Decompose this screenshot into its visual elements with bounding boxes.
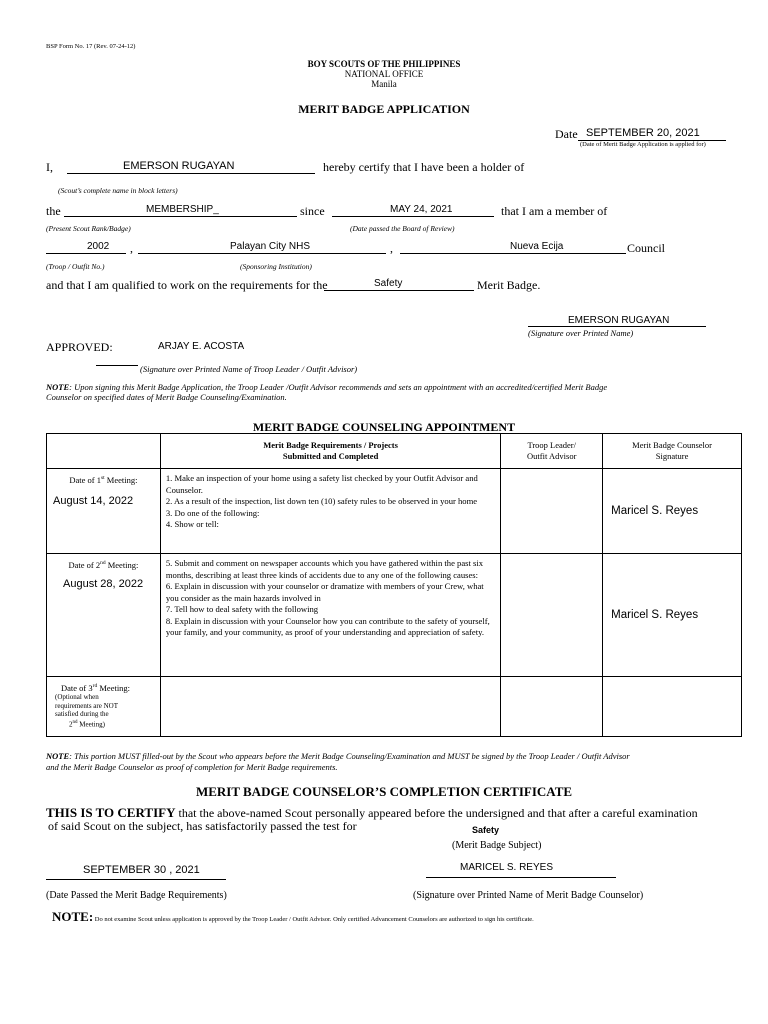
note-2-line-2: and the Merit Badge Counselor as proof of completion for Merit Badge requirements. (46, 762, 338, 772)
meeting-3-ordinal: rd (92, 683, 98, 689)
approved-label: APPROVED: (46, 340, 113, 354)
approver-name: ARJAY E. ACOSTA (158, 341, 245, 352)
date-note: (Date of Merit Badge Application is applied for) (580, 141, 706, 148)
sponsoring-institution: Palayan City NHS (138, 241, 386, 254)
certify-lead: THIS IS TO CERTIFY (46, 805, 176, 820)
meeting-2-ordinal: nd (100, 560, 106, 567)
office-city: Manila (371, 79, 397, 89)
certificate-text-2: of said Scout on the subject, has satisfactorily passed the test for (48, 819, 357, 833)
requirement-2: 2. As a result of the inspection, list down ten (10) safety rules to be observed in your home (165, 496, 478, 506)
meeting-2-counselor-signature: Maricel S. Reyes (603, 554, 742, 677)
form-number: BSP Form No. 17 (Rev. 07-24-12) (46, 43, 136, 50)
meeting-3-cell (47, 677, 161, 737)
note-2-text: : This portion MUST filled-out by the Scout who appears before the Merit Badge Counseling/Examination and MUST be signed by the Troop Leader / Outfit Advisor (69, 751, 630, 761)
requirement-7: 7. Tell how to deal safety with the following (165, 604, 319, 614)
note-3-label: NOTE: (52, 909, 94, 924)
meeting-1-counselor-signature: Maricel S. Reyes (603, 469, 742, 554)
council-name: Nueva Ecija (400, 241, 626, 254)
application-date: SEPTEMBER 20, 2021 (578, 127, 726, 141)
header-leader-line-2: Outfit Advisor (527, 451, 577, 461)
meeting-3-optional-4: 2 (69, 720, 73, 729)
badge-name: Safety (324, 278, 474, 291)
header-counselor-line-1: Merit Badge Counselor (632, 440, 712, 450)
meeting-1-date: August 14, 2022 (53, 495, 134, 507)
appointment-title: MERIT BADGE COUNSELING APPOINTMENT (252, 420, 516, 434)
comma-2: , (390, 241, 393, 255)
approver-note: (Signature over Printed Name of Troop Leader / Outfit Advisor) (140, 364, 358, 374)
meeting-3-optional-1: (Optional when (55, 693, 99, 702)
note-1-line-2: Counselor on specified dates of Merit Badge Counseling/Examination. (46, 392, 287, 402)
board-date-note: (Date passed the Board of Review) (350, 224, 455, 233)
rank-note: (Present Scout Rank/Badge) (46, 224, 131, 233)
table-row (47, 469, 742, 554)
note-1 (46, 382, 607, 392)
requirement-6: 6. Explain in discussion with your counselor or dramatize with members of your Crew, what you consider as the main hazards involved in (165, 581, 484, 603)
meeting-1-ordinal: st (101, 475, 105, 482)
meeting-1-cell (47, 469, 161, 554)
meeting-2-requirements (160, 554, 500, 677)
requirement-1: 1. Make an inspection of your home using a safety list checked by your Outfit Advisor and Counselor. (165, 473, 478, 495)
header-counselor (603, 434, 742, 469)
appointment-table (46, 433, 742, 737)
header-counselor-line-2: Signature (655, 451, 689, 461)
qualified-text: and that I am qualified to work on the requirements for the (46, 278, 328, 292)
meeting-3-requirements (160, 677, 500, 737)
board-review-date: MAY 24, 2021 (332, 204, 494, 217)
note-3-text: Do not examine Scout unless application is approved by the Troop Leader / Outfit Advisor. Only certified Advancement Counselors are authorized to sign his certificate. (93, 916, 534, 923)
meeting-3-optional-ordinal: nd (72, 719, 78, 725)
badge-suffix: Merit Badge. (477, 278, 541, 292)
council-label: Council (627, 241, 665, 255)
meeting-3-label: Date of 3 (61, 682, 93, 693)
meeting-3-leader-signature (501, 677, 603, 737)
institution-note: (Sponsoring Institution) (240, 262, 312, 271)
date-label: Date (555, 127, 578, 141)
header-requirements (160, 434, 500, 469)
note-1-text: : Upon signing this Merit Badge Application, the Troop Leader /Outfit Advisor recommends and sets an appointment with an accredited/certified Merit Badge (69, 382, 608, 392)
meeting-2-cell (47, 554, 161, 677)
scout-name-note: (Scout’s complete name in block letters) (58, 186, 178, 195)
counselor-name: MARICEL S. REYES (426, 862, 616, 878)
office-name: NATIONAL OFFICE (344, 69, 424, 79)
meeting-2-leader-signature (501, 554, 603, 677)
requirement-3: 3. Do one of the following: (165, 507, 260, 518)
date-passed: SEPTEMBER 30 , 2021 (46, 864, 226, 880)
header-empty-cell (47, 434, 161, 469)
requirement-5: 5. Submit and comment on newspaper accounts which you have gathered within the past six months, describing at least three kinds of accidents due to any one of the following causes: (165, 558, 484, 580)
troop-number: 2002 (46, 241, 126, 254)
header-requirements-line-2: Submitted and Completed (282, 451, 379, 461)
table-row (47, 677, 742, 737)
comma-1: , (130, 241, 133, 255)
scout-signature: EMERSON RUGAYAN (528, 315, 706, 327)
note-1-label: NOTE (46, 382, 70, 392)
certify-text: hereby certify that I have been a holder of (323, 160, 525, 174)
meeting-1-label-post: Meeting: (104, 475, 138, 485)
meeting-3-optional-4-post: Meeting) (77, 720, 105, 729)
note-2-label: NOTE (46, 751, 70, 761)
scout-rank: MEMBERSHIP_ (64, 204, 297, 217)
requirement-8: 8. Explain in discussion with your Counselor how you can contribute to the safety of yourself, your family, and your community, as proof of your understanding and appreciation of safety. (165, 615, 490, 637)
counselor-note: (Signature over Printed Name of Merit Badge Counselor) (413, 890, 644, 901)
note-3 (52, 908, 534, 926)
meeting-1-requirements (160, 469, 500, 554)
note-2 (46, 751, 630, 761)
meeting-3-counselor-signature (603, 677, 742, 737)
meeting-2-date: August 28, 2022 (63, 578, 144, 590)
the-label: the (46, 204, 61, 218)
meeting-1-label: Date of 1 (69, 475, 101, 485)
i-label: I, (46, 160, 53, 174)
meeting-1-leader-signature (501, 469, 603, 554)
member-text: that I am a member of (501, 204, 608, 218)
subject-note: (Merit Badge Subject) (452, 840, 542, 851)
merit-badge-subject: Safety (472, 825, 500, 835)
org-name: BOY SCOUTS OF THE PHILIPPINES (307, 59, 461, 69)
meeting-2-label: Date of 2 (68, 560, 101, 570)
date-passed-note: (Date Passed the Merit Badge Requirements) (46, 890, 227, 901)
scout-signature-note: (Signature over Printed Name) (528, 328, 634, 338)
meeting-3-optional-2: requirements are NOT (55, 701, 118, 710)
header-leader-line-1: Troop Leader/ (527, 440, 577, 450)
page-title: MERIT BADGE APPLICATION (298, 102, 470, 116)
table-row (47, 554, 742, 677)
certificate-text-1: that the above-named Scout personally appeared before the undersigned and that after a careful examination (175, 806, 698, 820)
since-label: since (300, 204, 325, 218)
header-requirements-line-1: Merit Badge Requirements / Projects (263, 440, 398, 450)
requirement-4: 4. Show or tell: (165, 519, 219, 529)
troop-note: (Troop / Outfit No.) (46, 262, 105, 271)
meeting-3-optional-3: satisfied during the (55, 710, 109, 719)
meeting-2-label-post: Meeting: (105, 560, 139, 570)
header-troop-leader (501, 434, 603, 469)
table-header-row (47, 434, 742, 469)
approver-signature-line (96, 365, 138, 366)
certificate-title: MERIT BADGE COUNSELOR’S COMPLETION CERTIFICATE (195, 784, 573, 799)
meeting-3-label-post: Meeting: (97, 682, 131, 693)
scout-name: EMERSON RUGAYAN (67, 160, 315, 174)
